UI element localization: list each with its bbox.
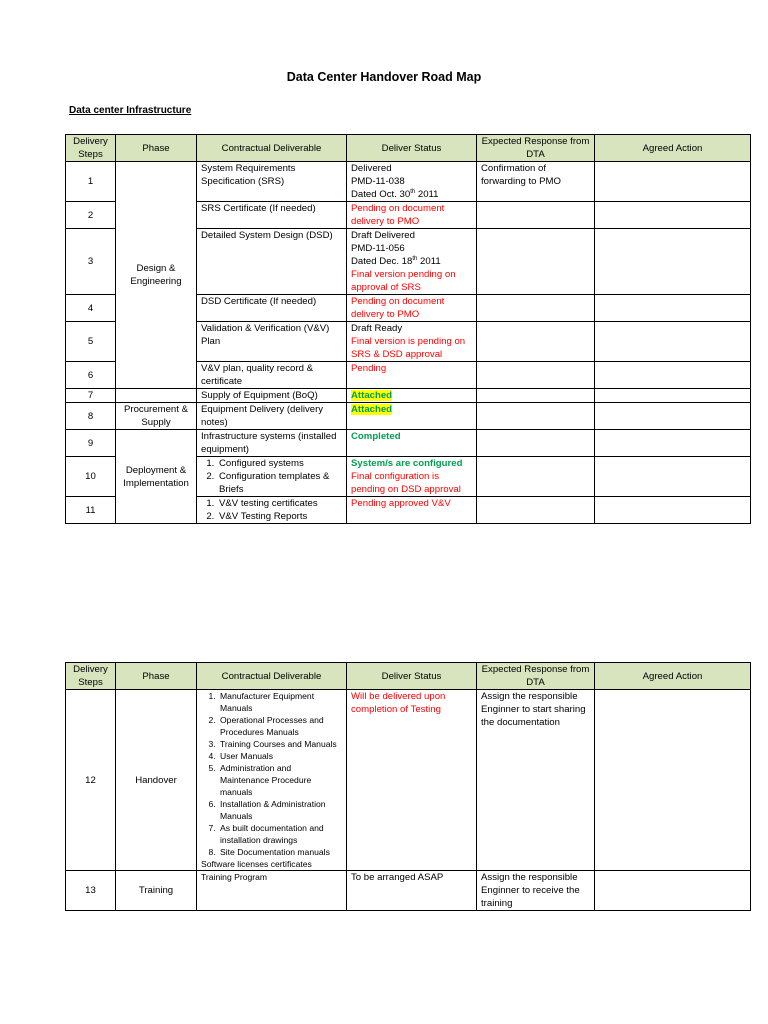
status-cell — [347, 322, 477, 362]
status-cell: To be arranged ASAP — [347, 871, 477, 911]
header-status: Deliver Status — [347, 135, 477, 162]
response-cell — [477, 430, 595, 457]
status-date: Dated Dec. 18th 2011 — [351, 255, 441, 267]
deliverable-cell — [197, 690, 347, 871]
step-number: 1 — [66, 162, 116, 202]
status-attached: Attached — [351, 404, 393, 415]
deliverable-cell: V&V plan, quality record & certificate — [197, 362, 347, 389]
status-line: PMD-11-038 — [351, 176, 405, 187]
phase-cell-empty — [116, 389, 197, 403]
step-number: 10 — [66, 457, 116, 497]
action-cell — [595, 690, 751, 871]
page-title: Data Center Handover Road Map — [286, 70, 482, 84]
table-row — [66, 871, 751, 911]
response-cell — [477, 202, 595, 229]
deliverable-item: 2. Configuration templates & Briefs — [217, 470, 342, 496]
status-date: Dated Oct. 30th 2011 — [351, 188, 439, 200]
status-cell: Completed — [347, 430, 477, 457]
table-row — [66, 162, 751, 202]
response-cell: Assign the responsible Enginner to receive the training — [477, 871, 595, 911]
header-phase: Phase — [116, 663, 197, 690]
step-number: 12 — [66, 690, 116, 871]
response-cell — [477, 497, 595, 524]
response-cell — [477, 362, 595, 389]
status-cell: Pending approved V&V — [347, 497, 477, 524]
deliverable-cell: DSD Certificate (If needed) — [197, 295, 347, 322]
response-cell — [477, 457, 595, 497]
deliverable-item: 1. Configured systems — [217, 457, 342, 470]
deliverable-cell — [197, 497, 347, 524]
table-row — [66, 430, 751, 457]
status-cell — [347, 162, 477, 202]
step-number: 7 — [66, 389, 116, 403]
header-steps: Delivery Steps — [66, 663, 116, 690]
status-line: PMD-11-056 — [351, 243, 405, 254]
phase-cell: Design & Engineering — [116, 162, 197, 389]
response-cell: Assign the responsible Enginner to start sharing the documentation — [477, 690, 595, 871]
status-cell: Pending on document delivery to PMO — [347, 202, 477, 229]
section-heading: Data center Infrastructure — [69, 105, 192, 116]
status-pending: Final version pending on approval of SRS — [351, 269, 456, 293]
table-row — [66, 389, 751, 403]
status-line: Draft Delivered — [351, 230, 415, 241]
phase-cell: Deployment & Implementation — [116, 430, 197, 524]
status-attached: Attached — [351, 390, 393, 401]
step-number: 9 — [66, 430, 116, 457]
status-cell — [347, 457, 477, 497]
roadmap-table-1 — [65, 134, 751, 524]
response-cell — [477, 229, 595, 295]
deliverable-item: 6. Installation & Administration Manuals — [218, 798, 342, 822]
table-row — [66, 403, 751, 430]
deliverable-item: 1. V&V testing certificates — [217, 497, 342, 510]
step-number: 8 — [66, 403, 116, 430]
action-cell — [595, 229, 751, 295]
action-cell — [595, 457, 751, 497]
action-cell — [595, 871, 751, 911]
header-deliverable: Contractual Deliverable — [197, 135, 347, 162]
status-cell — [347, 229, 477, 295]
deliverable-cell: Supply of Equipment (BoQ) — [197, 389, 347, 403]
deliverable-cell: SRS Certificate (If needed) — [197, 202, 347, 229]
deliverable-item: 5. Administration and Maintenance Procedure manuals — [218, 762, 342, 798]
step-number: 11 — [66, 497, 116, 524]
deliverable-item: 3. Training Courses and Manuals — [218, 738, 342, 750]
deliverable-cell — [197, 457, 347, 497]
status-cell — [347, 389, 477, 403]
deliverable-extra: Software licenses certificates — [201, 859, 312, 869]
phase-cell: Training — [116, 871, 197, 911]
response-cell — [477, 295, 595, 322]
header-response: Expected Response from DTA — [477, 135, 595, 162]
deliverable-item: 1. Manufacturer Equipment Manuals — [218, 690, 342, 714]
deliverable-item: 2. Operational Processes and Procedures Manuals — [218, 714, 342, 738]
response-cell — [477, 389, 595, 403]
header-deliverable: Contractual Deliverable — [197, 663, 347, 690]
status-pending: Final version is pending on SRS & DSD approval — [351, 336, 466, 360]
status-line: Delivered — [351, 163, 392, 174]
response-cell: Confirmation of forwarding to PMO — [477, 162, 595, 202]
phase-cell: Procurement & Supply — [116, 403, 197, 430]
action-cell — [595, 403, 751, 430]
action-cell — [595, 430, 751, 457]
deliverable-cell: Equipment Delivery (delivery notes) — [197, 403, 347, 430]
status-line: Draft Ready — [351, 323, 403, 334]
action-cell — [595, 322, 751, 362]
deliverable-cell: System Requirements Specification (SRS) — [197, 162, 347, 202]
status-cell — [347, 403, 477, 430]
action-cell — [595, 362, 751, 389]
deliverable-cell: Validation & Verification (V&V) Plan — [197, 322, 347, 362]
table-header-row — [66, 663, 751, 690]
deliverable-item: 2. V&V Testing Reports — [217, 510, 342, 523]
action-cell — [595, 162, 751, 202]
deliverable-item: 7. As built documentation and installation drawings — [218, 822, 342, 846]
status-cell: Pending on document delivery to PMO — [347, 295, 477, 322]
header-action: Agreed Action — [595, 663, 751, 690]
action-cell — [595, 389, 751, 403]
step-number: 2 — [66, 202, 116, 229]
deliverable-cell: Infrastructure systems (installed equipment) — [197, 430, 347, 457]
response-cell — [477, 322, 595, 362]
header-action: Agreed Action — [595, 135, 751, 162]
roadmap-table-2 — [65, 662, 751, 911]
table-row — [66, 690, 751, 871]
action-cell — [595, 497, 751, 524]
step-number: 6 — [66, 362, 116, 389]
table-header-row — [66, 135, 751, 162]
step-number: 4 — [66, 295, 116, 322]
deliverable-item: 4. User Manuals — [218, 750, 342, 762]
status-configured: System/s are configured — [351, 458, 463, 469]
step-number: 3 — [66, 229, 116, 295]
action-cell — [595, 295, 751, 322]
header-steps: Delivery Steps — [66, 135, 116, 162]
header-response: Expected Response from DTA — [477, 663, 595, 690]
deliverable-cell: Training Program — [197, 871, 347, 911]
phase-cell: Handover — [116, 690, 197, 871]
header-status: Deliver Status — [347, 663, 477, 690]
deliverable-cell: Detailed System Design (DSD) — [197, 229, 347, 295]
status-pending: Final configuration is pending on DSD approval — [351, 471, 461, 495]
status-cell: Will be delivered upon completion of Testing — [347, 690, 477, 871]
response-cell — [477, 403, 595, 430]
deliverable-item: 8. Site Documentation manuals — [218, 846, 342, 858]
status-cell: Pending — [347, 362, 477, 389]
action-cell — [595, 202, 751, 229]
step-number: 13 — [66, 871, 116, 911]
step-number: 5 — [66, 322, 116, 362]
header-phase: Phase — [116, 135, 197, 162]
